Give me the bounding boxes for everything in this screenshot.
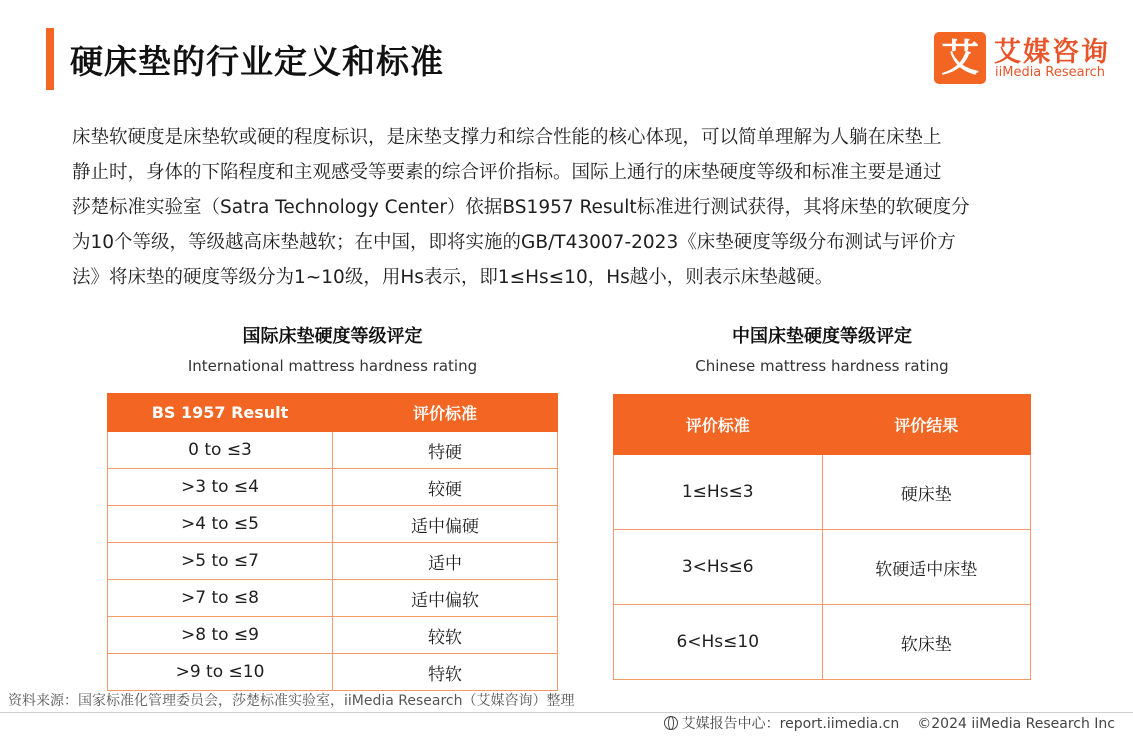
report-center-link[interactable]: 艾媒报告中心：report.iimedia.cn (681, 716, 900, 732)
logo-mark-icon: 艾 (934, 32, 986, 84)
table-cell: >8 to ≤9 (108, 617, 333, 654)
footer (664, 713, 1115, 733)
column-header: 评价结果 (822, 395, 1031, 455)
table-row (614, 605, 1031, 680)
table-cell: 1≤Hs≤3 (614, 455, 823, 530)
column-header: BS 1957 Result (108, 394, 333, 432)
intl-table-subtitle: International mattress hardness rating (187, 357, 478, 375)
copyright: ©2024 iiMedia Research Inc (917, 716, 1115, 732)
source-note: 资料来源：国家标准化管理委员会，莎楚标准实验室，iiMedia Research（艾媒咨询）整理 (8, 693, 575, 709)
table-cell: 较硬 (333, 469, 558, 506)
cn-table-title: 中国床垫硬度等级评定 (732, 326, 912, 347)
column-header: 评价标准 (333, 394, 558, 432)
table-cell: >3 to ≤4 (108, 469, 333, 506)
iimedia-logo (934, 32, 1116, 84)
table-cell: >9 to ≤10 (108, 654, 333, 691)
table-cell: 适中偏软 (333, 580, 558, 617)
intro-paragraph (72, 120, 1086, 295)
cn-table-subtitle: Chinese mattress hardness rating (695, 357, 949, 375)
intro-line: 莎楚标准实验室（Satra Technology Center）依据BS1957 Result标准进行测试获得，其将床垫的软硬度分 (72, 197, 970, 218)
table-cell: 适中偏硬 (333, 506, 558, 543)
table-cell: 特软 (333, 654, 558, 691)
table-cell: 3<Hs≤6 (614, 530, 823, 605)
intro-line: 静止时，身体的下陷程度和主观感受等要素的综合评价指标。国际上通行的床垫硬度等级和标准主要是通过 (72, 162, 942, 183)
table-row (108, 506, 558, 543)
table-row (108, 469, 558, 506)
table-cell: 适中 (333, 543, 558, 580)
column-header: 评价标准 (614, 395, 823, 455)
table-row (108, 654, 558, 691)
title-accent-bar (46, 28, 54, 90)
table-cell: >7 to ≤8 (108, 580, 333, 617)
table-row (108, 617, 558, 654)
intro-line: 为10个等级，等级越高床垫越软；在中国，即将实施的GB/T43007-2023《床垫硬度等级分布测试与评价方 (72, 232, 956, 253)
table-row (108, 543, 558, 580)
table-header-row (614, 395, 1031, 455)
table-cell: 软床垫 (822, 605, 1031, 680)
table-cell: 特硬 (333, 432, 558, 469)
cn-rating-table (613, 394, 1031, 680)
table-cell: 较软 (333, 617, 558, 654)
table-cell: >5 to ≤7 (108, 543, 333, 580)
table-row (108, 432, 558, 469)
table-cell: 软硬适中床垫 (822, 530, 1031, 605)
page-title: 硬床垫的行业定义和标准 (70, 42, 444, 81)
table-cell: >4 to ≤5 (108, 506, 333, 543)
logo-chinese-name: 艾媒咨询 (994, 37, 1110, 68)
table-cell: 6<Hs≤10 (614, 605, 823, 680)
intro-line: 床垫软硬度是床垫软或硬的程度标识，是床垫支撑力和综合性能的核心体现，可以简单理解为人躺在床垫上 (72, 127, 942, 148)
globe-icon (664, 716, 678, 730)
intro-line: 法》将床垫的硬度等级分为1~10级，用Hs表示，即1≤Hs≤10，Hs越小，则表示床垫越硬。 (72, 267, 834, 288)
logo-english-name: iiMedia Research (995, 65, 1106, 80)
intl-rating-table (107, 393, 558, 691)
table-cell: 硬床垫 (822, 455, 1031, 530)
table-row (108, 580, 558, 617)
table-row (614, 530, 1031, 605)
table-row (614, 455, 1031, 530)
table-header-row (108, 394, 558, 432)
intl-table-title: 国际床垫硬度等级评定 (242, 326, 423, 347)
table-cell: 0 to ≤3 (108, 432, 333, 469)
